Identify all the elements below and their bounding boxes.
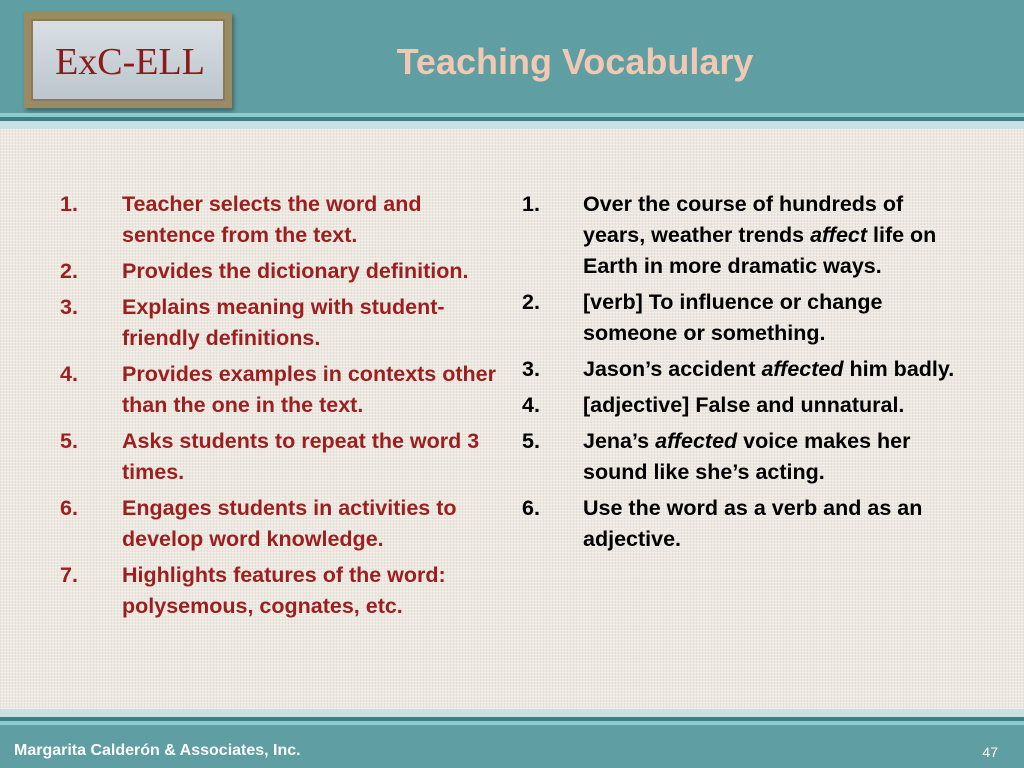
item-text: Highlights features of the word: polysemous, cognates, etc.	[122, 563, 446, 618]
list-item	[522, 189, 962, 282]
teacher-steps-list	[60, 189, 500, 627]
slide-title: Teaching Vocabulary	[396, 41, 754, 82]
item-text	[583, 287, 962, 349]
footer-credit: Margarita Calderón & Associates, Inc.	[14, 742, 301, 759]
text-after: him badly.	[843, 357, 955, 381]
list-item	[60, 292, 500, 354]
text-before: Jason’s accident	[583, 357, 762, 381]
item-text	[583, 493, 962, 555]
item-number: 2.	[522, 290, 540, 314]
slide-header	[0, 0, 1024, 113]
text-before: [adjective] False and unnatural.	[583, 393, 905, 417]
list-item	[60, 493, 500, 555]
logo-inner-panel	[31, 19, 225, 101]
text-after: voice makes her sound like she’s acting.	[583, 429, 911, 484]
item-text	[583, 426, 962, 488]
list-item	[60, 256, 500, 287]
list-item	[522, 287, 962, 349]
logo-text: ExC-ELL	[55, 41, 205, 83]
list-item	[522, 493, 962, 555]
item-number: 3.	[522, 357, 540, 381]
item-number: 1.	[522, 192, 540, 216]
text-before: Jena’s	[583, 429, 656, 453]
item-text: Teacher selects the word and sentence from the text.	[122, 192, 422, 247]
text-before: Over the course of hundreds of years, weather trends	[583, 192, 904, 247]
item-text: Asks students to repeat the word 3 times.	[122, 429, 480, 484]
item-number: 5.	[522, 429, 540, 453]
item-number: 4.	[60, 362, 78, 386]
text-before: Use the word as a verb and as an adjective.	[583, 496, 923, 551]
item-text: Provides the dictionary definition.	[122, 259, 469, 283]
item-number: 6.	[522, 496, 540, 520]
footer-divider-pale	[0, 709, 1024, 717]
item-number: 2.	[60, 259, 78, 283]
item-text	[583, 189, 962, 282]
list-item	[60, 426, 500, 488]
list-item	[522, 426, 962, 488]
word-example-list	[522, 189, 962, 560]
item-text: Provides examples in contexts other than the one in the text.	[122, 362, 496, 417]
item-number: 1.	[60, 192, 78, 216]
list-item	[60, 359, 500, 421]
item-text	[583, 390, 962, 421]
footer-divider-light	[0, 721, 1024, 725]
item-number: 7.	[60, 563, 78, 587]
emphasized-word: affect	[810, 223, 868, 247]
emphasized-word: affected	[655, 429, 738, 453]
list-item	[60, 189, 500, 251]
list-item	[522, 390, 962, 421]
item-text: Engages students in activities to develop word knowledge.	[122, 496, 457, 551]
list-item	[60, 560, 500, 622]
item-text	[583, 354, 962, 385]
emphasized-word: affected	[761, 357, 844, 381]
item-number: 5.	[60, 429, 78, 453]
list-item	[522, 354, 962, 385]
page-number: 47	[982, 744, 998, 760]
text-after: life on Earth in more dramatic ways.	[583, 223, 937, 278]
item-number: 4.	[522, 393, 540, 417]
header-divider-pale	[0, 121, 1024, 129]
item-number: 3.	[60, 295, 78, 319]
text-before: [verb] To influence or change someone or something.	[583, 290, 883, 345]
logo	[24, 12, 232, 108]
item-text: Explains meaning with student-friendly definitions.	[122, 295, 445, 350]
item-number: 6.	[60, 496, 78, 520]
